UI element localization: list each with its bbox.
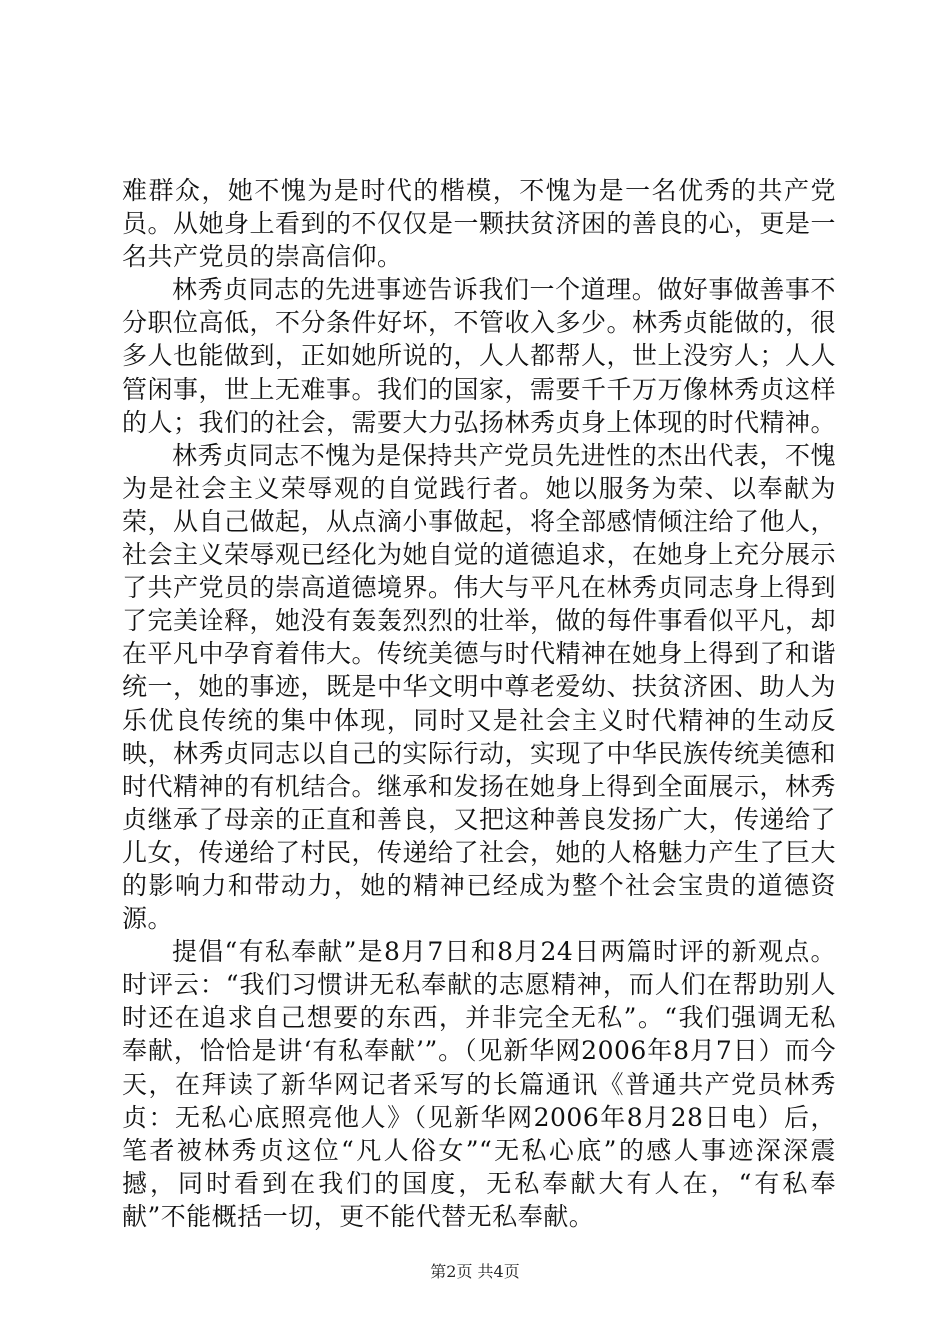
page-number-label: 第2页 共4页 [430, 1262, 520, 1281]
page-footer [0, 1262, 950, 1282]
document-body [122, 174, 836, 1233]
paragraph: 提倡“有私奉献”是8月7日和8月24日两篇时评的新观点。时评云：“我们习惯讲无私奉献的志愿精神，而人们在帮助别人时还在追求自己想要的东西，并非完全无私”。“我们强调无私奉献，恰恰是讲‘有私奉献’”。（见新华网2006年8月7日）而今天，在拜读了新华网记者采写的长篇通讯《普通共产党员林秀贞：无私心底照亮他人》（见新华网2006年8月28日电）后，笔者被林秀贞这位“凡人俗女”“无私心底”的感人事迹深深震撼，同时看到在我们的国度，无私奉献大有人在，“有私奉献”不能概括一切，更不能代替无私奉献。 [122, 937, 836, 1231]
paragraph: 林秀贞同志的先进事迹告诉我们一个道理。做好事做善事不分职位高低，不分条件好坏，不管收入多少。林秀贞能做的，很多人也能做到，正如她所说的，人人都帮人，世上没穷人；人人管闲事，世上无难事。我们的国家，需要千千万万像林秀贞这样的人；我们的社会，需要大力弘扬林秀贞身上体现的时代精神。 [122, 275, 837, 437]
paragraph: 林秀贞同志不愧为是保持共产党员先进性的杰出代表，不愧为是社会主义荣辱观的自觉践行者。她以服务为荣、以奉献为荣，从自己做起，从点滴小事做起，将全部感情倾注给了他人，社会主义荣辱观已经化为她自觉的道德追求，在她身上充分展示了共产党员的崇高道德境界。伟大与平凡在林秀贞同志身上得到了完美诠释，她没有轰轰烈烈的壮举，做的每件事看似平凡，却在平凡中孕育着伟大。传统美德与时代精神在她身上得到了和谐统一，她的事迹，既是中华文明中尊老爱幼、扶贫济困、助人为乐优良传统的集中体现，同时又是社会主义时代精神的生动反映，林秀贞同志以自己的实际行动，实现了中华民族传统美德和时代精神的有机结合。继承和发扬在她身上得到全面展示，林秀贞继承了母亲的正直和善良，又把这种善良发扬广大，传递给了儿女，传递给了村民，传递给了社会，她的人格魅力产生了巨大的影响力和带动力，她的精神已经成为整个社会宝贵的道德资源。 [122, 440, 837, 934]
paragraph-continuation: 难群众，她不愧为是时代的楷模，不愧为是一名优秀的共产党员。从她身上看到的不仅仅是一颗扶贫济困的善良的心，更是一名共产党员的崇高信仰。 [122, 176, 837, 272]
